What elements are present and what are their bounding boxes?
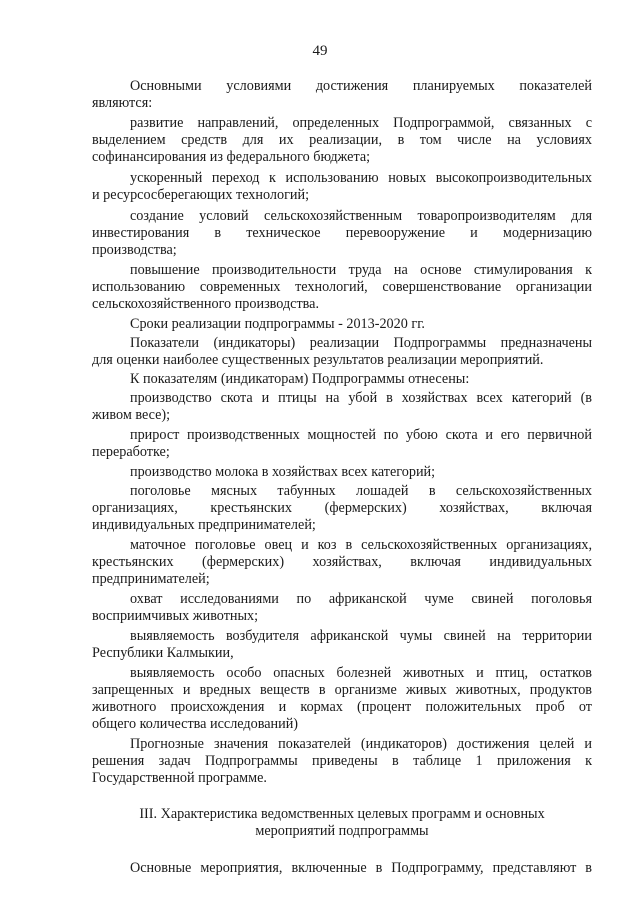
text-line: софинансирования из федерального бюджета; — [92, 149, 371, 165]
text-line: развитие направлений, определенных Подпрограммой, связанных с — [130, 115, 592, 131]
text-line: восприимчивых животных; — [92, 608, 259, 624]
text-line: выявляемость особо опасных болезней животных и птиц, остатков — [130, 665, 592, 681]
text-line: повышение производительности труда на основе стимулирования к — [130, 262, 592, 278]
text-line: сельскохозяйственного производства. — [92, 296, 320, 312]
text-line: Показатели (индикаторы) реализации Подпрограммы предназначены — [130, 335, 592, 351]
section-heading: мероприятий подпрограммы — [255, 823, 429, 839]
text-line: Основными условиями достижения планируемых показателей — [130, 78, 592, 94]
text-line: являются: — [92, 95, 153, 111]
text-line: животного происхождения и кормах (процент положительных проб от — [92, 699, 592, 715]
text-line: инвестирования в техническое перевооружение и модернизацию — [92, 225, 592, 241]
text-line: охват исследованиями по африканской чуме свиней поголовья — [130, 591, 592, 607]
text-line: и ресурсосберегающих технологий; — [92, 187, 310, 203]
text-line: поголовье мясных табунных лошадей в сельскохозяйственных — [130, 483, 592, 499]
text-line: предпринимателей; — [92, 571, 210, 587]
text-line: крестьянских (фермерских) хозяйствах, включая индивидуальных — [92, 554, 592, 570]
text-line: прирост производственных мощностей по убою скота и его первичной — [130, 427, 592, 443]
text-line: индивидуальных предпринимателей; — [92, 517, 316, 533]
text-line: производство молока в хозяйствах всех категорий; — [130, 464, 436, 480]
text-line: живом весе); — [92, 407, 171, 423]
section-heading: III. Характеристика ведомственных целевых программ и основных — [139, 806, 545, 822]
text-line: использованию современных технологий, совершенствование организации — [92, 279, 592, 295]
text-line: выделением средств для их реализации, в том числе на условиях — [92, 132, 592, 148]
text-line: переработке; — [92, 444, 170, 460]
text-line: выявляемость возбудителя африканской чумы свиней на территории — [130, 628, 592, 644]
text-line: Сроки реализации подпрограммы - 2013-2020 гг. — [130, 316, 425, 332]
text-line: Республики Калмыкии, — [92, 645, 234, 661]
text-line: производства; — [92, 242, 177, 258]
text-line: производство скота и птицы на убой в хозяйствах всех категорий (в — [130, 390, 592, 406]
text-line: Основные мероприятия, включенные в Подпрограмму, представляют в — [130, 860, 592, 876]
text-line: маточное поголовье овец и коз в сельскохозяйственных организациях, — [130, 537, 592, 553]
text-line: для оценки наиболее существенных результатов реализации мероприятий. — [92, 352, 544, 368]
text-line: общего количества исследований) — [92, 716, 299, 732]
text-line: Прогнозные значения показателей (индикаторов) достижения целей и — [130, 736, 592, 752]
text-line: Государственной программе. — [92, 770, 267, 786]
text-line: организациях, крестьянских (фермерских) хозяйствах, включая — [92, 500, 592, 516]
text-line: решения задач Подпрограммы приведены в таблице 1 приложения к — [92, 753, 592, 769]
text-line: ускоренный переход к использованию новых высокопроизводительных — [130, 170, 592, 186]
text-line: запрещенных и вредных веществ в организме живых животных, продуктов — [92, 682, 592, 698]
text-line: К показателям (индикаторам) Подпрограммы отнесены: — [130, 371, 470, 387]
text-line: создание условий сельскохозяйственным товаропроизводителям для — [130, 208, 592, 224]
page-number: 49 — [312, 43, 328, 59]
